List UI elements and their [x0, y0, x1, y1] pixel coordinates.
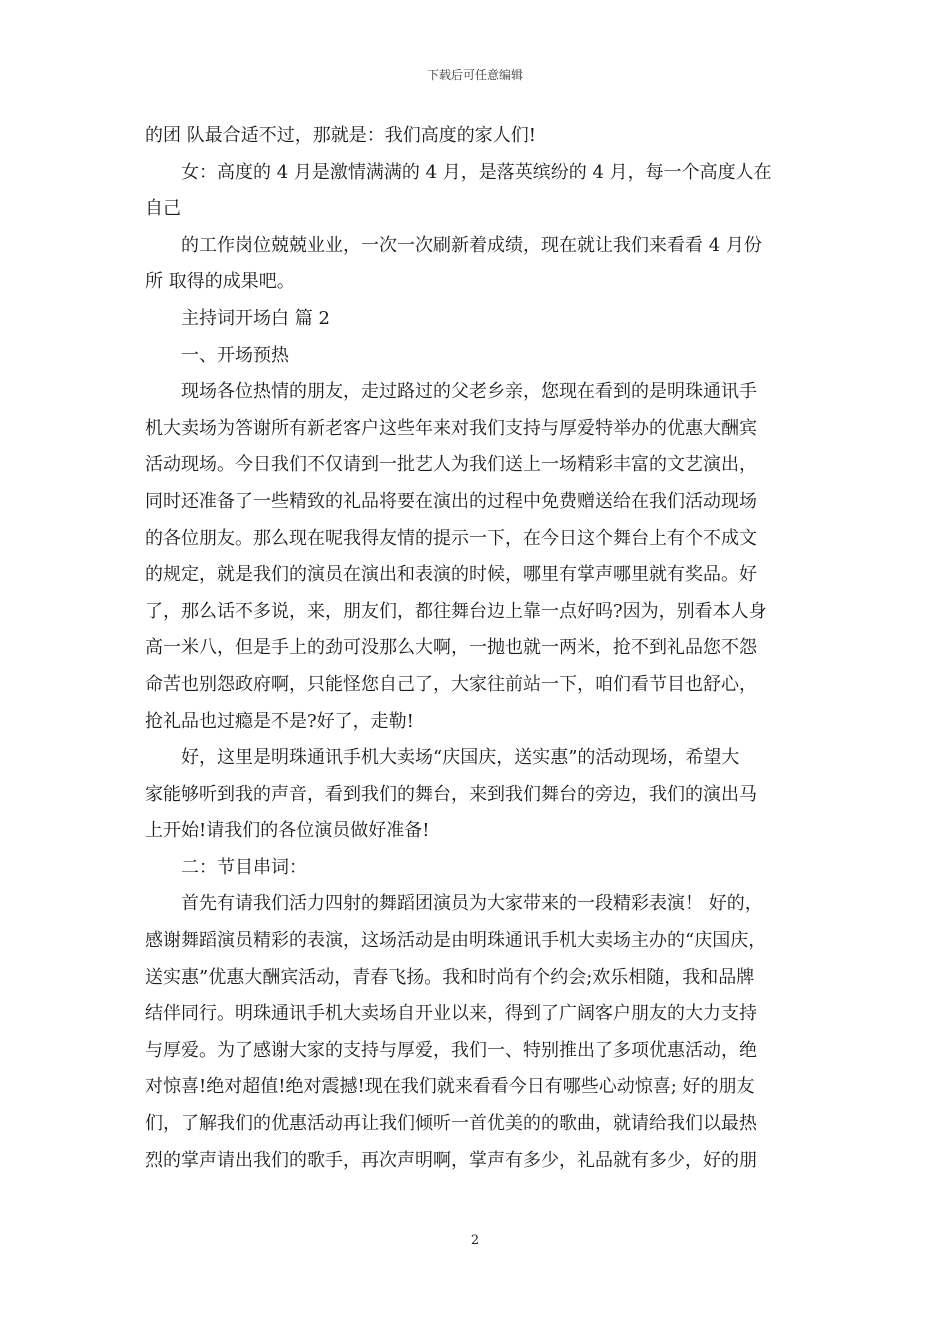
text-line: 的团 队最合适不过，那就是：我们高度的家人们!	[145, 125, 536, 146]
document-body	[145, 118, 810, 1179]
text-line: 所 取得的成果吧。	[145, 271, 295, 293]
text-line: 与厚爱。为了感谢大家的支持与厚爱，我们一、特别推出了多项优惠活动，绝	[145, 1039, 757, 1061]
text-line: 上开始!请我们的各位演员做好准备!	[145, 820, 430, 842]
text-line: 对惊喜!绝对超值!绝对震撼!现在我们就来看看今日有哪些心动惊喜; 好的朋友	[145, 1076, 755, 1098]
text-line: 好，这里是明珠通讯手机大卖场“庆国庆，送实惠”的活动现场，希望大	[181, 747, 740, 769]
text-line: 机大卖场为答谢所有新老客户这些年来对我们支持与厚爱特举办的优惠大酬宾	[145, 417, 757, 439]
text-line: 同时还准备了一些精致的礼品将要在演出的过程中免费赠送给在我们活动现场	[145, 490, 757, 512]
text-line: 现场各位热情的朋友，走过路过的父老乡亲，您现在看到的是明珠通讯手	[181, 381, 757, 403]
text-line: 主持词开场白 篇 2	[181, 307, 330, 329]
page-number: 2	[470, 1233, 480, 1248]
text-line: 送实惠”优惠大酬宾活动，青春飞扬。我和时尚有个约会;欢乐相随，我和品牌	[145, 966, 755, 988]
text-line: 二：节目串词：	[181, 856, 307, 878]
text-line: 的各位朋友。那么现在呢我得友情的提示一下，在今日这个舞台上有个不成文	[145, 527, 757, 549]
text-line: 女：高度的 4 月是激情满满的 4 月，是落英缤纷的 4 月，每一个高度人在	[181, 161, 772, 183]
text-line: 高一米八，但是手上的劲可没那么大啊，一抛也就一两米，抢不到礼品您不怨	[145, 637, 757, 659]
text-line: 的规定，就是我们的演员在演出和表演的时候，哪里有掌声哪里就有奖品。好	[145, 564, 757, 586]
text-line: 感谢舞蹈演员精彩的表演，这场活动是由明珠通讯手机大卖场主办的“庆国庆，	[145, 930, 767, 952]
text-line: 命苦也别怨政府啊，只能怪您自己了，大家往前站一下，咱们看节目也舒心，	[145, 673, 757, 695]
text-line: 烈的掌声请出我们的歌手，再次声明啊，掌声有多少，礼品就有多少，好的朋	[145, 1149, 757, 1171]
text-line: 了，那么话不多说，来，朋友们，都往舞台边上靠一点好吗?因为，别看本人身	[145, 600, 767, 622]
text-line: 首先有请我们活力四射的舞蹈团演员为大家带来的一段精彩表演！ 好的，	[181, 893, 763, 915]
text-line: 的工作岗位兢兢业业，一次一次刷新着成绩，现在就让我们来看看 4 月份	[181, 234, 762, 256]
header-note: 下载后可任意编辑	[426, 68, 523, 82]
text-line: 抢礼品也过瘾是不是?好了，走勒!	[145, 710, 414, 732]
text-line: 家能够听到我的声音，看到我们的舞台，来到我们舞台的旁边，我们的演出马	[145, 783, 757, 805]
text-line: 自己	[145, 198, 181, 220]
text-line: 结伴同行。明珠通讯手机大卖场自开业以来，得到了广阔客户朋友的大力支持	[145, 1003, 757, 1025]
text-line: 一、开场预热	[181, 344, 289, 366]
text-line: 活动现场。今日我们不仅请到一批艺人为我们送上一场精彩丰富的文艺演出，	[145, 454, 757, 476]
text-line: 们，了解我们的优惠活动再让我们倾听一首优美的的歌曲，就请给我们以最热	[145, 1113, 757, 1135]
